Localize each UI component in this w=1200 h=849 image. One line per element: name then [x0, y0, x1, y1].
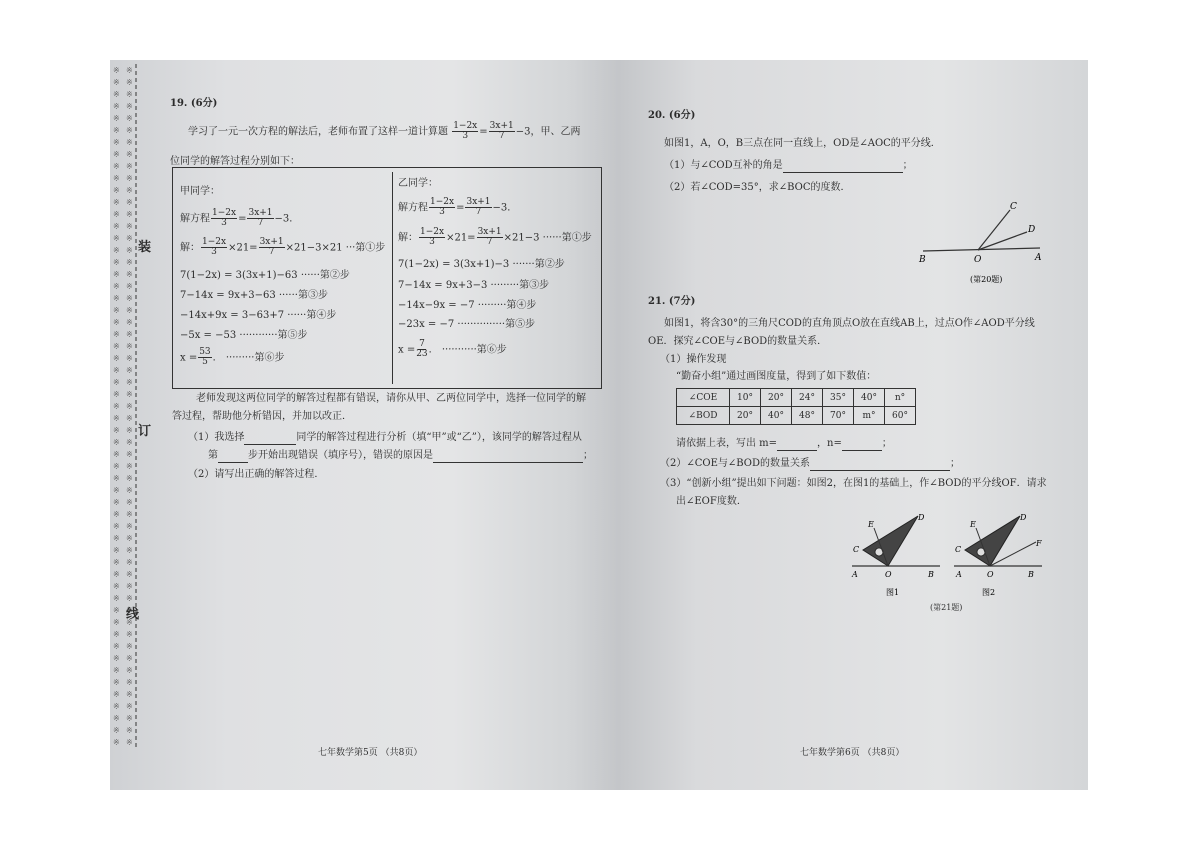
- q21-fill: 请依据上表，写出 m= ，n= ；: [676, 438, 892, 449]
- yi-step4: −14x−9x = −7 ·········第④步: [398, 300, 537, 311]
- yi-step5: −23x = −7 ···············第⑤步: [398, 319, 536, 330]
- q19-teacher-line1: 老师发现这两位同学的解答过程都有错误，请你从甲、乙两位同学中，选择一位同学的解: [196, 393, 586, 404]
- q21-part3-line2: 出∠EOF度数．: [676, 496, 747, 507]
- table-cell: 20°: [761, 389, 792, 407]
- q19-intro: 学习了一元一次方程的解法后，老师布置了这样一道计算题 $\frac{1-2x}{3}$ = $\frac{3x+1}{7}$ −3，甲、乙两: [188, 121, 581, 142]
- q21-table: [676, 388, 916, 425]
- fig2-label-o: O: [987, 570, 994, 579]
- jia-step4: −14x+9x = 3−63+7 ······第④步: [180, 310, 337, 321]
- jia-step5: −5x = −53 ············第⑤步: [180, 330, 308, 341]
- table-cell: m°: [854, 407, 885, 425]
- q19-part1: （1）我选择 同学的解答过程进行分析（填“甲”或“乙”），该同学的解答过程从: [188, 432, 582, 443]
- table-row-bod: [677, 407, 916, 425]
- q20-part2: （2）若∠COD=35°，求∠BOC的度数．: [664, 182, 851, 193]
- label-o: O: [974, 255, 982, 265]
- n-blank[interactable]: [842, 438, 882, 451]
- reason-blank[interactable]: [433, 450, 583, 463]
- fig2-label-b: B: [1028, 570, 1034, 579]
- jia-equation: 解方程 $\frac{1-2x}{3}$ = $\frac{3x+1}{7}$ −3．: [180, 208, 300, 229]
- q21-title: 21. (7分): [648, 296, 696, 307]
- q20-answer-blank[interactable]: [783, 160, 903, 173]
- q19-intro-line2: 位同学的解答过程分别如下：: [170, 156, 300, 167]
- table-cell: 40°: [854, 389, 885, 407]
- solutions-divider: [392, 172, 393, 384]
- table-cell: 20°: [730, 407, 761, 425]
- table-cell: n°: [885, 389, 916, 407]
- binding-margin: [112, 64, 138, 750]
- q21-figure1: [848, 510, 948, 606]
- jia-step3: 7−14x = 9x+3−63 ······第③步: [180, 290, 328, 301]
- fig1-label-c: C: [853, 545, 860, 554]
- table-cell: 10°: [730, 389, 761, 407]
- yi-equation: 解方程 $\frac{1-2x}{3}$ = $\frac{3x+1}{7}$ −3．: [398, 197, 518, 218]
- yi-step6: x = $\frac{7}{23}$ ． ···········第⑥步: [398, 339, 507, 360]
- footer-left: 七年数学第5页 （共8页）: [318, 748, 423, 758]
- q21-part3: （3）“创新小组”提出如下问题：如图2，在图1的基础上，作∠BOD的平分线OF．请求: [660, 478, 1047, 489]
- margin-char-ding: 订: [138, 424, 152, 439]
- q21-caption: (第21题): [930, 603, 963, 612]
- step-blank[interactable]: [218, 450, 248, 463]
- q21-part2: （2）∠COE与∠BOD的数量关系 ；: [660, 458, 961, 469]
- relation-blank[interactable]: [810, 458, 950, 471]
- table-cell: 24°: [792, 389, 823, 407]
- footer-right: 七年数学第6页 （共8页）: [800, 748, 905, 758]
- table-cell: 48°: [792, 407, 823, 425]
- label-a: A: [1035, 253, 1042, 263]
- choice-blank[interactable]: [244, 432, 296, 445]
- table-row-coe: [677, 389, 916, 407]
- table-head-coe: ∠COE: [677, 389, 730, 407]
- table-head-bod: ∠BOD: [677, 407, 730, 425]
- fig2-label-e: E: [970, 520, 976, 529]
- fig2-label-c: C: [955, 545, 962, 554]
- q20-title: 20. (6分): [648, 110, 696, 121]
- fig1-label-d: D: [918, 513, 925, 522]
- q21-intro1: 如图1，将含30°的三角尺COD的直角顶点O放在直线AB上，过点O作∠AOD平分线: [664, 318, 1035, 329]
- table-cell: 35°: [823, 389, 854, 407]
- yi-label: 乙同学：: [398, 178, 438, 189]
- q19-part2: （2）请写出正确的解答过程．: [188, 469, 325, 480]
- fig2-caption: 图2: [982, 588, 996, 597]
- jia-step6: x = $\frac{53}{5}$ ． ·········第⑥步: [180, 347, 285, 368]
- fig2-label-f: F: [1036, 539, 1042, 548]
- q20-intro: 如图1，A，O，B三点在同一直线上，OD是∠AOC的平分线．: [664, 138, 941, 149]
- table-cell: 40°: [761, 407, 792, 425]
- fig2-label-a: A: [956, 570, 962, 579]
- q19-part1-line2: 第 步开始出现错误（填序号），错误的原因是 ；: [208, 450, 593, 461]
- q21-op-desc: “勤奋小组”通过画图度量，得到了如下数值：: [676, 371, 877, 382]
- fig1-label-b: B: [928, 570, 934, 579]
- fig1-label-e: E: [868, 520, 874, 529]
- q20-figure: [915, 196, 1055, 286]
- jia-step2: 7(1−2x) = 3(3x+1)−63 ······第②步: [180, 270, 350, 281]
- margin-char-xian: 线: [126, 607, 140, 622]
- fig1-label-o: O: [885, 570, 892, 579]
- m-blank[interactable]: [777, 438, 817, 451]
- label-b: B: [919, 255, 926, 265]
- yi-step3: 7−14x = 9x+3−3 ·········第③步: [398, 280, 550, 291]
- margin-char-zhuang: 装: [138, 240, 152, 255]
- table-cell: 60°: [885, 407, 916, 425]
- q19-title: 19. (6分): [170, 98, 218, 109]
- fig1-label-a: A: [852, 570, 858, 579]
- table-cell: 70°: [823, 407, 854, 425]
- q20-part1: （1）与∠COD互补的角是 ；: [664, 160, 913, 171]
- q19-teacher-line2: 答过程，帮助他分析错因，并加以改正．: [172, 411, 352, 422]
- q21-op-title: （1）操作发现: [660, 354, 727, 365]
- q21-figure2: [950, 510, 1050, 606]
- label-d: D: [1028, 225, 1036, 235]
- margin-pattern: [112, 64, 138, 750]
- q21-intro2: OE．探究∠COE与∠BOD的数量关系．: [648, 336, 828, 347]
- jia-label: 甲同学：: [180, 186, 220, 197]
- yi-step2: 7(1−2x) = 3(3x+1)−3 ·······第②步: [398, 259, 565, 270]
- fig1-caption: 图1: [886, 588, 900, 597]
- jia-step1: 解： $\frac{1-2x}{3}$ ×21= $\frac{3x+1}{7}$ ×21−3×21 ···第①步: [180, 237, 386, 258]
- fig2-label-d: D: [1020, 513, 1027, 522]
- q20-caption: (第20题): [970, 275, 1003, 284]
- label-c: C: [1010, 202, 1017, 212]
- yi-step1: 解： $\frac{1-2x}{3}$ ×21= $\frac{3x+1}{7}$ ×21−3 ······第①步: [398, 227, 592, 248]
